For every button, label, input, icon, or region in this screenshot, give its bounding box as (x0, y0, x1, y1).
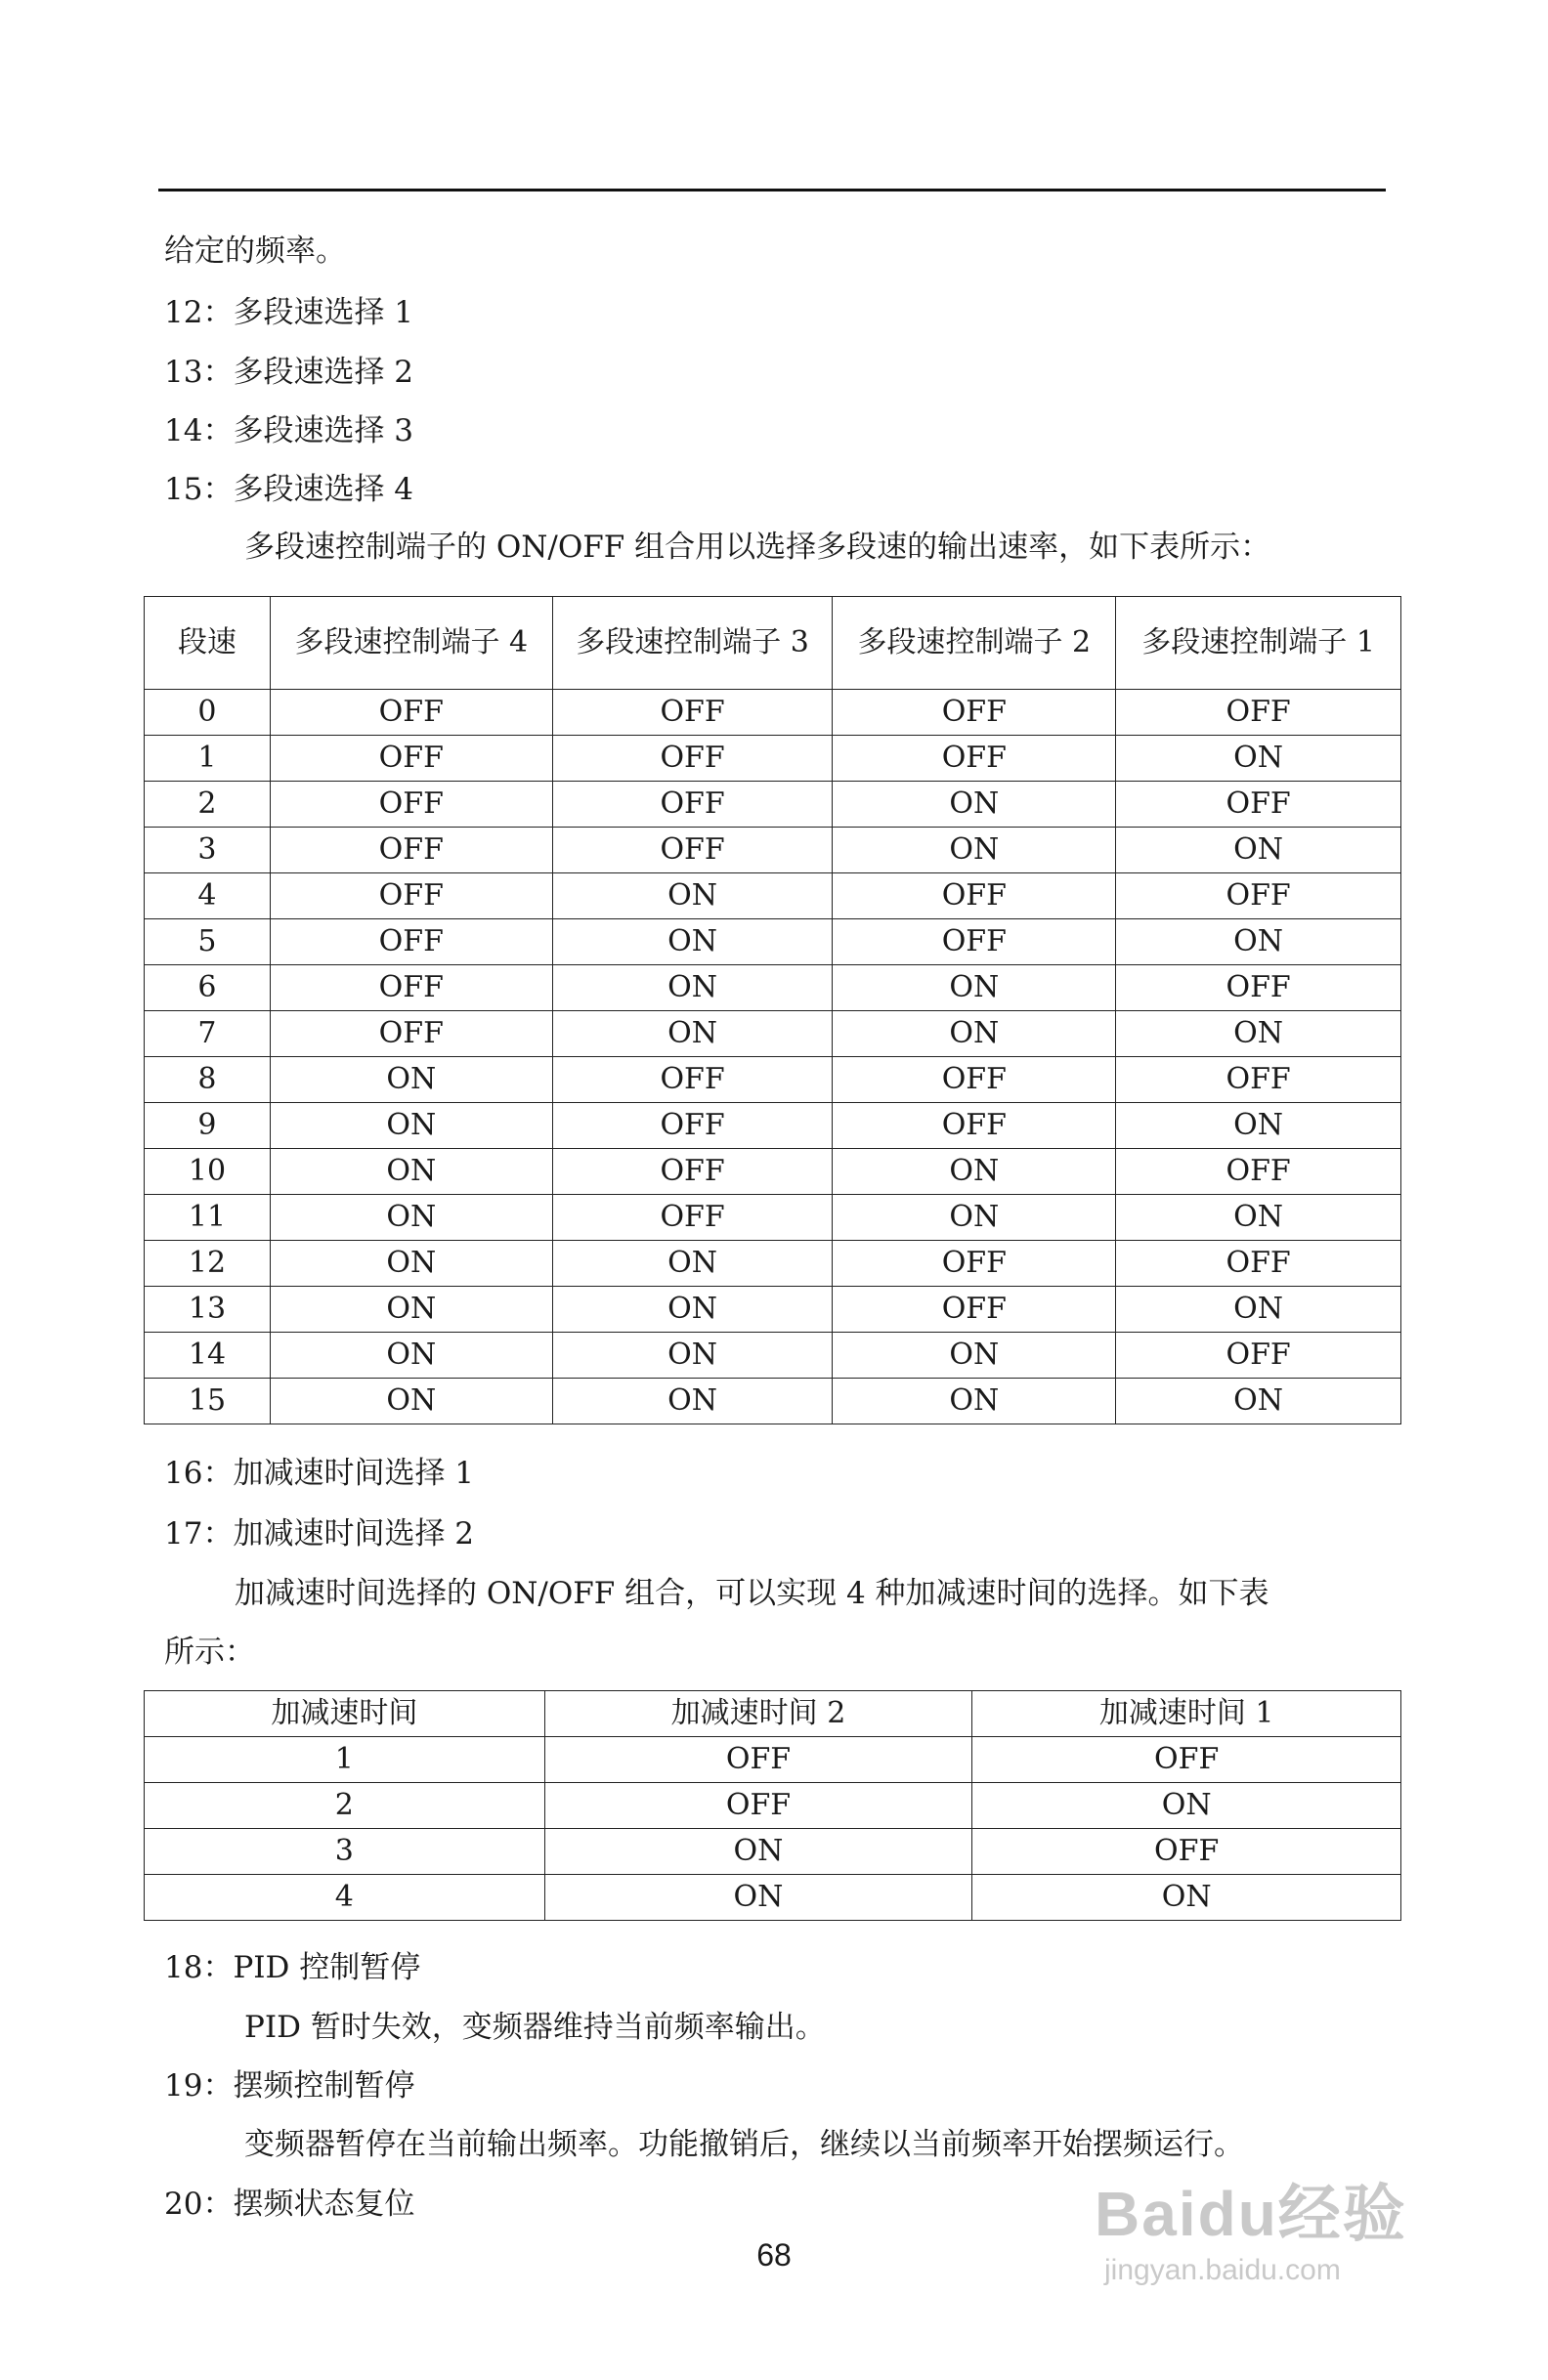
table-row (145, 1829, 1401, 1875)
table-row (145, 828, 1401, 873)
item-16: 16：加减速时间选择 1 (164, 1456, 475, 1491)
table-cell: ON (833, 965, 1116, 1011)
item-14: 14：多段速选择 3 (164, 413, 414, 448)
table-cell: OFF (270, 873, 552, 919)
table-cell: ON (1116, 828, 1401, 873)
table-row (145, 690, 1401, 736)
table-header-row (145, 597, 1401, 690)
table-cell: ON (552, 1011, 833, 1057)
item-12: 12：多段速选择 1 (164, 295, 414, 330)
table-cell: ON (544, 1829, 972, 1875)
table-cell: 1 (145, 736, 271, 782)
header-cell: 多段速控制端子 1 (1116, 597, 1401, 690)
table-header-row (145, 1691, 1401, 1737)
table-row (145, 1379, 1401, 1424)
table-row (145, 965, 1401, 1011)
item-20: 20：摆频状态复位 (164, 2187, 415, 2222)
header-cell: 加减速时间 1 (972, 1691, 1401, 1737)
header-cell: 加减速时间 (145, 1691, 545, 1737)
page-number: 68 (756, 2237, 792, 2273)
table-row (145, 1011, 1401, 1057)
table-cell: OFF (552, 1195, 833, 1241)
table-cell: OFF (270, 965, 552, 1011)
table-cell: ON (270, 1379, 552, 1424)
header-cell: 多段速控制端子 4 (270, 597, 552, 690)
table-cell: OFF (833, 1287, 1116, 1333)
table-cell: 2 (145, 782, 271, 828)
table-cell: ON (552, 1241, 833, 1287)
header-rule (158, 189, 1386, 191)
table-cell: ON (270, 1333, 552, 1379)
table-row (145, 1149, 1401, 1195)
table-cell: ON (544, 1875, 972, 1921)
table-row (145, 873, 1401, 919)
item-19: 19：摆频控制暂停 (164, 2068, 415, 2104)
watermark-brand: Baidu经验 (1095, 2179, 1407, 2249)
table-cell: 3 (145, 1829, 545, 1875)
table-cell: ON (833, 1333, 1116, 1379)
table-cell: ON (270, 1103, 552, 1149)
table-cell: ON (972, 1783, 1401, 1829)
table-cell: ON (833, 782, 1116, 828)
header-cell: 加减速时间 2 (544, 1691, 972, 1737)
table-cell: ON (1116, 1011, 1401, 1057)
header-cell: 多段速控制端子 3 (552, 597, 833, 690)
table-cell: ON (1116, 919, 1401, 965)
header-cell: 多段速控制端子 2 (833, 597, 1116, 690)
table-cell: OFF (833, 1241, 1116, 1287)
table-cell: 13 (145, 1287, 271, 1333)
table-cell: 9 (145, 1103, 271, 1149)
table-cell: ON (1116, 1103, 1401, 1149)
table-cell: OFF (1116, 1149, 1401, 1195)
watermark-url: jingyan.baidu.com (1104, 2254, 1341, 2286)
item-18: 18：PID 控制暂停 (164, 1950, 421, 1985)
table-cell: 8 (145, 1057, 271, 1103)
item-15: 15：多段速选择 4 (164, 472, 414, 507)
table-cell: 7 (145, 1011, 271, 1057)
table-cell: ON (1116, 1379, 1401, 1424)
table-cell: ON (552, 1287, 833, 1333)
table2-intro: 加减速时间选择的 ON/OFF 组合，可以实现 4 种加减速时间的选择。如下表 (235, 1576, 1269, 1611)
table-cell: ON (270, 1287, 552, 1333)
table-cell: ON (552, 919, 833, 965)
table-cell: OFF (552, 1103, 833, 1149)
table-row (145, 919, 1401, 965)
table-cell: ON (833, 1195, 1116, 1241)
multi-speed-table (144, 596, 1401, 1424)
table-cell: OFF (552, 1149, 833, 1195)
table-cell: 6 (145, 965, 271, 1011)
table-cell: OFF (1116, 1057, 1401, 1103)
table-cell: ON (270, 1195, 552, 1241)
table-cell: ON (270, 1149, 552, 1195)
table-row (145, 1287, 1401, 1333)
table-cell: 1 (145, 1737, 545, 1783)
table-cell: OFF (270, 1011, 552, 1057)
table-cell: OFF (833, 919, 1116, 965)
item-18-desc: PID 暂时失效，变频器维持当前频率输出。 (244, 2010, 826, 2045)
table-cell: OFF (1116, 1241, 1401, 1287)
table-cell: 4 (145, 873, 271, 919)
table-cell: 14 (145, 1333, 271, 1379)
text-line: 给定的频率。 (164, 234, 346, 269)
table-cell: OFF (833, 690, 1116, 736)
table-cell: OFF (552, 690, 833, 736)
table-cell: OFF (552, 828, 833, 873)
baidu-watermark (1095, 2164, 1407, 2287)
table1-intro: 多段速控制端子的 ON/OFF 组合用以选择多段速的输出速率，如下表所示： (244, 530, 1271, 565)
table-cell: 10 (145, 1149, 271, 1195)
table-cell: 11 (145, 1195, 271, 1241)
table-cell: ON (552, 1379, 833, 1424)
table-row (145, 1333, 1401, 1379)
table-cell: OFF (552, 736, 833, 782)
table-cell: ON (552, 965, 833, 1011)
table-row (145, 1195, 1401, 1241)
table-cell: ON (833, 828, 1116, 873)
table-cell: ON (1116, 1287, 1401, 1333)
table-cell: OFF (270, 690, 552, 736)
table-row (145, 1057, 1401, 1103)
table-cell: ON (270, 1241, 552, 1287)
table-cell: 3 (145, 828, 271, 873)
table-cell: 4 (145, 1875, 545, 1921)
table-cell: OFF (1116, 1333, 1401, 1379)
table-cell: OFF (1116, 690, 1401, 736)
table-cell: OFF (270, 919, 552, 965)
table-cell: OFF (833, 873, 1116, 919)
item-19-desc: 变频器暂停在当前输出频率。功能撤销后，继续以当前频率开始摆频运行。 (244, 2127, 1244, 2162)
table-cell: OFF (552, 782, 833, 828)
table2-intro-cont: 所示： (164, 1635, 255, 1670)
table-cell: ON (552, 1333, 833, 1379)
table-cell: ON (552, 873, 833, 919)
table-cell: OFF (833, 736, 1116, 782)
item-17: 17：加减速时间选择 2 (164, 1516, 475, 1551)
table-row (145, 736, 1401, 782)
table-cell: OFF (552, 1057, 833, 1103)
table-cell: OFF (544, 1737, 972, 1783)
accel-decel-table (144, 1690, 1401, 1921)
table-cell: 5 (145, 919, 271, 965)
table-cell: ON (833, 1149, 1116, 1195)
table-cell: OFF (972, 1829, 1401, 1875)
table-cell: OFF (270, 736, 552, 782)
table-cell: OFF (1116, 873, 1401, 919)
table-cell: 12 (145, 1241, 271, 1287)
table-cell: 15 (145, 1379, 271, 1424)
table-row (145, 1875, 1401, 1921)
table-cell: ON (1116, 1195, 1401, 1241)
table-cell: OFF (833, 1057, 1116, 1103)
table-cell: OFF (544, 1783, 972, 1829)
table-row (145, 1737, 1401, 1783)
table-cell: ON (833, 1011, 1116, 1057)
table-cell: OFF (972, 1737, 1401, 1783)
header-cell: 段速 (145, 597, 271, 690)
table-row (145, 782, 1401, 828)
table-cell: 0 (145, 690, 271, 736)
table-cell: OFF (270, 782, 552, 828)
table-cell: ON (972, 1875, 1401, 1921)
table-cell: OFF (1116, 782, 1401, 828)
item-13: 13：多段速选择 2 (164, 355, 414, 390)
table-row (145, 1783, 1401, 1829)
table-cell: 2 (145, 1783, 545, 1829)
table-row (145, 1103, 1401, 1149)
table-cell: OFF (833, 1103, 1116, 1149)
table-cell: ON (833, 1379, 1116, 1424)
table-row (145, 1241, 1401, 1287)
table-cell: OFF (270, 828, 552, 873)
table-cell: ON (1116, 736, 1401, 782)
table-cell: OFF (1116, 965, 1401, 1011)
table-cell: ON (270, 1057, 552, 1103)
